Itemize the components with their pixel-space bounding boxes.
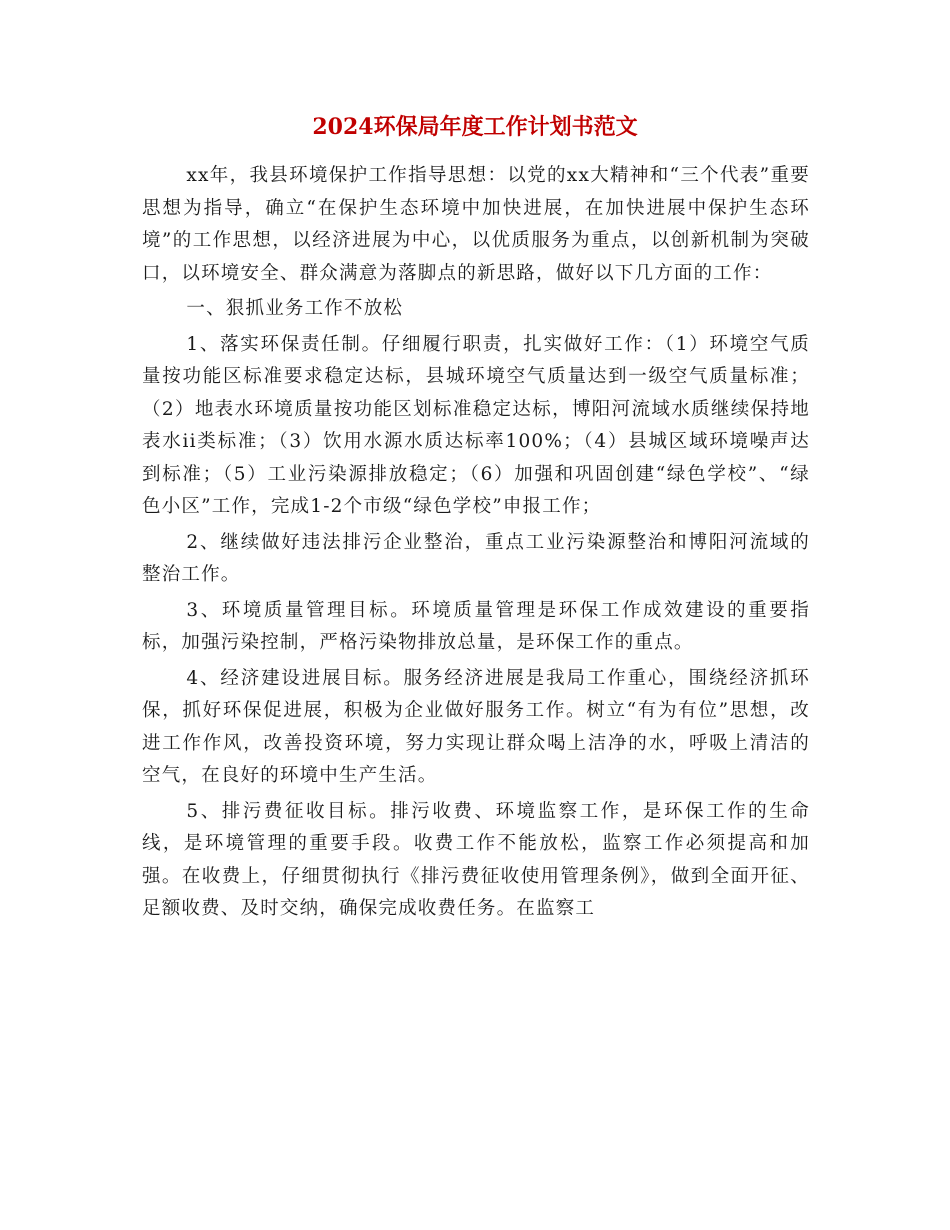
section-heading-1: 一、狠抓业务工作不放松 bbox=[186, 298, 404, 319]
item-paragraph-2: 2、继续做好违法排污企业整治，重点工业污染源整治和博阳河流域的整治工作。 bbox=[142, 531, 810, 585]
item-paragraph-1: 1、落实环保责任制。仔细履行职责，扎实做好工作：（1）环境空气质量按功能区标准要求稳定达标，县城环境空气质量达到一级空气质量标准；（2）地表水环境质量按功能区划标准稳定达标，博阳河流域水质继续保持地表水ii类标准；（3）饮用水源水质达标率100%；（4）县城区域环境噪声达到标准；（5）工业污染源排放稳定；（6）加强和巩固创建“绿色学校”、“绿色小区”工作，完成1-2个市级“绿色学校”申报工作； bbox=[142, 333, 810, 517]
document-title: 2024环保局年度工作计划书范文 bbox=[312, 114, 638, 140]
item-paragraph-4: 4、经济建设进展目标。服务经济进展是我局工作重心，围绕经济抓环保，抓好环保促进展，积极为企业做好服务工作。树立“有为有位”思想，改进工作作风，改善投资环境，努力实现让群众喝上洁净的水，呼吸上清洁的空气，在良好的环境中生产生活。 bbox=[142, 667, 810, 786]
item-paragraph-3: 3、环境质量管理目标。环境质量管理是环保工作成效建设的重要指标，加强污染控制，严格污染物排放总量，是环保工作的重点。 bbox=[142, 599, 810, 653]
item-paragraph-5: 5、排污费征收目标。排污收费、环境监察工作，是环保工作的生命线，是环境管理的重要手段。收费工作不能放松，监察工作必须提高和加强。在收费上，仔细贯彻执行《排污费征收使用管理条例》，做到全面开征、足额收费、及时交纳，确保完成收费任务。在监察工 bbox=[142, 800, 810, 919]
document-body bbox=[142, 160, 810, 929]
intro-paragraph: xx年，我县环境保护工作指导思想：以党的xx大精神和“三个代表”重要思想为指导，确立“在保护生态环境中加快进展，在加快进展中保护生态环境”的工作思想，以经济进展为中心，以优质服务为重点，以创新机制为突破口，以环境安全、群众满意为落脚点的新思路，做好以下几方面的工作： bbox=[142, 165, 810, 284]
